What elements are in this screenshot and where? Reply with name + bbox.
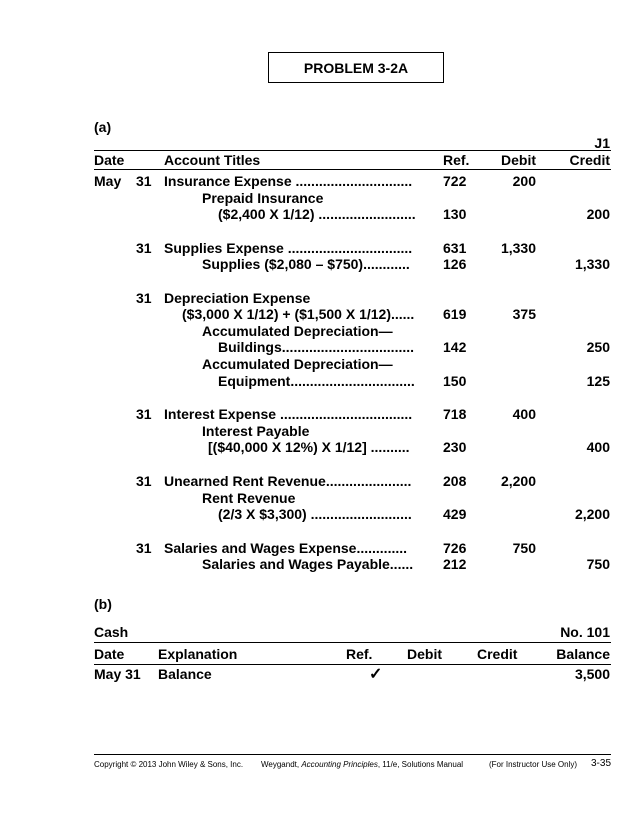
header-date: Date <box>94 152 125 168</box>
journal-account-title: Depreciation Expense <box>164 290 311 306</box>
journal-debit: 200 <box>512 173 536 189</box>
journal-line <box>0 256 638 273</box>
journal-account-title: Interest Expense .................................. <box>164 406 413 422</box>
journal-top-rule <box>94 150 611 151</box>
journal-credit: 2,200 <box>574 506 610 522</box>
checkmark-icon: ✓ <box>369 666 383 683</box>
journal-account-title: Unearned Rent Revenue...................... <box>164 473 412 489</box>
ledger-row-explanation: Balance <box>158 666 212 682</box>
header-ref: Ref. <box>443 152 470 168</box>
journal-line <box>0 506 638 523</box>
journal-account-title: Interest Payable <box>202 423 310 439</box>
journal-debit: 1,330 <box>500 240 536 256</box>
journal-account-title: Insurance Expense .............................. <box>164 173 413 189</box>
problem-title: PROBLEM 3-2A <box>268 52 444 83</box>
journal-account-title: ($3,000 X 1/12) + ($1,500 X 1/12)...... <box>182 306 415 322</box>
ledger-row-balance: 3,500 <box>574 666 610 682</box>
journal-line <box>0 190 638 207</box>
journal-line <box>0 356 638 373</box>
footer-page-number: 3-35 <box>590 758 611 769</box>
journal-day: 31 <box>136 540 152 556</box>
journal-ref: 631 <box>443 240 467 256</box>
journal-line <box>0 306 638 323</box>
journal-month: May <box>94 173 122 189</box>
journal-day: 31 <box>136 240 152 256</box>
footer-copyright: Copyright © 2013 John Wiley & Sons, Inc. <box>94 760 244 769</box>
journal-account-title: Accumulated Depreciation— <box>202 323 393 339</box>
ledger-header-row <box>0 646 638 663</box>
ledger-top-rule <box>94 642 611 643</box>
journal-credit: 200 <box>586 206 610 222</box>
journal-ref: 130 <box>443 206 467 222</box>
journal-credit: 250 <box>586 339 610 355</box>
journal-ref: 126 <box>443 256 467 272</box>
journal-day: 31 <box>136 473 152 489</box>
journal-account-title: [($40,000 X 12%) X 1/12] .......... <box>208 439 410 455</box>
ledger-account-number: No. 101 <box>560 624 610 640</box>
journal-ref: 619 <box>443 306 467 322</box>
journal-header-row <box>0 152 638 169</box>
journal-account-title: Supplies ($2,080 – $750)............ <box>202 256 410 272</box>
header-debit: Debit <box>501 152 536 168</box>
ledger-account-name: Cash <box>94 624 129 640</box>
journal-line <box>0 206 638 223</box>
journal-ref: 718 <box>443 406 467 422</box>
journal-debit: 2,200 <box>500 473 536 489</box>
journal-ref: 429 <box>443 506 467 522</box>
journal-line <box>0 406 638 423</box>
journal-line <box>0 240 638 257</box>
ledger-row-date: May 31 <box>94 666 141 682</box>
journal-credit: 400 <box>586 439 610 455</box>
journal-ref: 150 <box>443 373 467 389</box>
journal-ref: 230 <box>443 439 467 455</box>
journal-line <box>0 423 638 440</box>
journal-ref: 722 <box>443 173 467 189</box>
ledger-header-credit: Credit <box>477 646 518 662</box>
journal-line <box>0 173 638 190</box>
journal-account-title: Equipment................................ <box>218 373 415 389</box>
journal-day: 31 <box>136 290 152 306</box>
ledger-header-ref: Ref. <box>346 646 373 662</box>
journal-debit: 400 <box>512 406 536 422</box>
page-footer <box>94 754 611 771</box>
ledger-header-rule <box>94 664 611 665</box>
journal-ref: 726 <box>443 540 467 556</box>
ledger-header-date: Date <box>94 646 125 662</box>
journal-account-title: (2/3 X $3,300) .......................... <box>218 506 412 522</box>
journal-debit: 750 <box>512 540 536 556</box>
journal-header-rule <box>94 169 611 170</box>
journal-line <box>0 373 638 390</box>
journal-account-title: Buildings.................................. <box>218 339 415 355</box>
ledger-header-debit: Debit <box>407 646 442 662</box>
journal-account-title: Supplies Expense ................................ <box>164 240 413 256</box>
journal-line <box>0 339 638 356</box>
journal-debit: 375 <box>512 306 536 322</box>
journal-credit: 125 <box>586 373 610 389</box>
journal-account-title: Rent Revenue <box>202 490 296 506</box>
journal-line <box>0 490 638 507</box>
journal-line <box>0 290 638 307</box>
journal-account-title: Accumulated Depreciation— <box>202 356 393 372</box>
journal-credit: 1,330 <box>574 256 610 272</box>
journal-line <box>0 556 638 573</box>
journal-account-title: Salaries and Wages Expense............. <box>164 540 408 556</box>
journal-credit: 750 <box>586 556 610 572</box>
journal-account-title: ($2,400 X 1/12) ......................... <box>218 206 416 222</box>
part-b-label: (b) <box>94 596 112 612</box>
ledger-header-explanation: Explanation <box>158 646 238 662</box>
journal-day: 31 <box>136 173 152 189</box>
part-a-label: (a) <box>94 119 112 135</box>
journal-ref: 208 <box>443 473 467 489</box>
footer-author: Weygandt, <box>261 760 302 769</box>
journal-day: 31 <box>136 406 152 422</box>
journal-line <box>0 439 638 456</box>
journal-number: J1 <box>594 135 610 151</box>
ledger-row <box>0 666 638 683</box>
journal-ref: 142 <box>443 339 467 355</box>
footer-edition: , 11/e, Solutions Manual <box>377 760 464 769</box>
journal-line <box>0 540 638 557</box>
journal-line <box>0 473 638 490</box>
header-credit: Credit <box>569 152 610 168</box>
journal-account-title: Salaries and Wages Payable...... <box>202 556 414 572</box>
footer-note: (For Instructor Use Only) <box>489 760 578 769</box>
ledger-account-row <box>0 624 638 641</box>
journal-line <box>0 323 638 340</box>
journal-account-title: Prepaid Insurance <box>202 190 324 206</box>
journal-ref: 212 <box>443 556 467 572</box>
header-account-titles: Account Titles <box>164 152 261 168</box>
footer-book-title: Accounting Principles <box>301 760 378 769</box>
ledger-header-balance: Balance <box>556 646 610 662</box>
footer-citation <box>261 760 463 769</box>
